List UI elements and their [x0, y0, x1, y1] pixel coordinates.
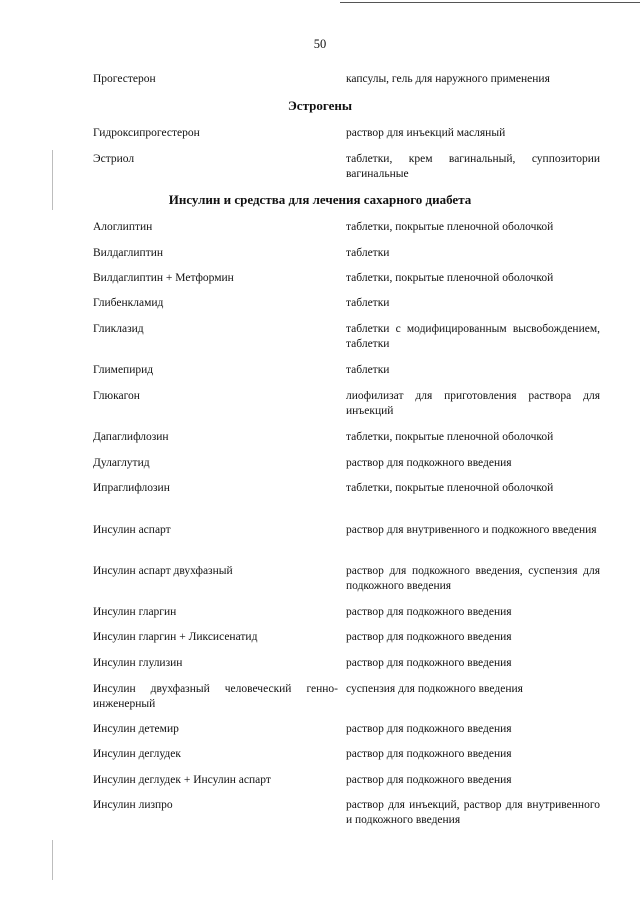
drug-name: Алоглиптин [93, 221, 153, 233]
drug-name: Инсулин двухфазный человеческий генно-инженерный [93, 683, 338, 710]
dosage-form: таблетки, покрытые пленочной оболочкой [346, 431, 554, 443]
dosage-form: суспензия для подкожного введения [346, 683, 523, 695]
dosage-form: раствор для подкожного введения [346, 606, 512, 618]
drug-name: Прогестерон [93, 73, 156, 85]
dosage-form: таблетки с модифицированным высвобождением, таблетки [346, 323, 600, 350]
dosage-form: раствор для подкожного введения [346, 774, 512, 786]
drug-name: Глюкагон [93, 390, 140, 402]
drug-name: Инсулин гларгин + Ликсисенатид [93, 631, 258, 643]
drug-name: Дулаглутид [93, 457, 150, 469]
drug-name: Гидроксипрогестерон [93, 127, 200, 139]
dosage-form: раствор для инъекций, раствор для внутривенного и подкожного введения [346, 799, 600, 826]
page-number: 50 [313, 37, 327, 51]
drug-name: Инсулин детемир [93, 723, 179, 735]
drug-name: Инсулин деглудек + Инсулин аспарт [93, 774, 271, 786]
margin-mark [52, 840, 53, 880]
drug-name: Инсулин лизпро [93, 799, 173, 811]
drug-name: Дапаглифлозин [93, 431, 169, 443]
drug-name: Инсулин гларгин [93, 606, 177, 618]
dosage-form: раствор для подкожного введения [346, 748, 512, 760]
drug-name: Глибенкламид [93, 297, 164, 309]
dosage-form: таблетки, крем вагинальный, суппозитории вагинальные [346, 153, 600, 180]
dosage-form: раствор для подкожного введения [346, 723, 512, 735]
dosage-form: таблетки [346, 364, 390, 376]
drug-name: Инсулин аспарт [93, 524, 171, 536]
dosage-form: раствор для внутривенного и подкожного введения [346, 524, 597, 536]
top-rule [340, 2, 640, 3]
dosage-form: таблетки, покрытые пленочной оболочкой [346, 482, 554, 494]
dosage-form: раствор для подкожного введения, суспензия для подкожного введения [346, 565, 600, 592]
section-heading: Инсулин и средства для лечения сахарного диабета [168, 192, 472, 207]
dosage-form: капсулы, гель для наружного применения [346, 73, 550, 85]
drug-name: Глимепирид [93, 364, 154, 376]
drug-name: Вилдаглиптин + Метформин [93, 272, 234, 284]
dosage-form: раствор для инъекций масляный [346, 127, 506, 139]
dosage-form: раствор для подкожного введения [346, 457, 512, 469]
dosage-form: таблетки [346, 247, 390, 259]
section-heading: Эстрогены [287, 98, 352, 113]
drug-name: Гликлазид [93, 323, 144, 335]
drug-name: Инсулин деглудек [93, 748, 181, 760]
dosage-form: таблетки, покрытые пленочной оболочкой [346, 272, 554, 284]
drug-name: Инсулин глулизин [93, 657, 183, 669]
dosage-form: раствор для подкожного введения [346, 657, 512, 669]
drug-name: Эстриол [93, 153, 135, 165]
drug-name: Инсулин аспарт двухфазный [93, 565, 233, 577]
dosage-form: таблетки [346, 297, 390, 309]
drug-name: Ипраглифлозин [93, 482, 170, 494]
dosage-form: таблетки, покрытые пленочной оболочкой [346, 221, 554, 233]
dosage-form: раствор для подкожного введения [346, 631, 512, 643]
drug-name: Вилдаглиптин [93, 247, 164, 259]
dosage-form: лиофилизат для приготовления раствора для инъекций [346, 390, 600, 417]
